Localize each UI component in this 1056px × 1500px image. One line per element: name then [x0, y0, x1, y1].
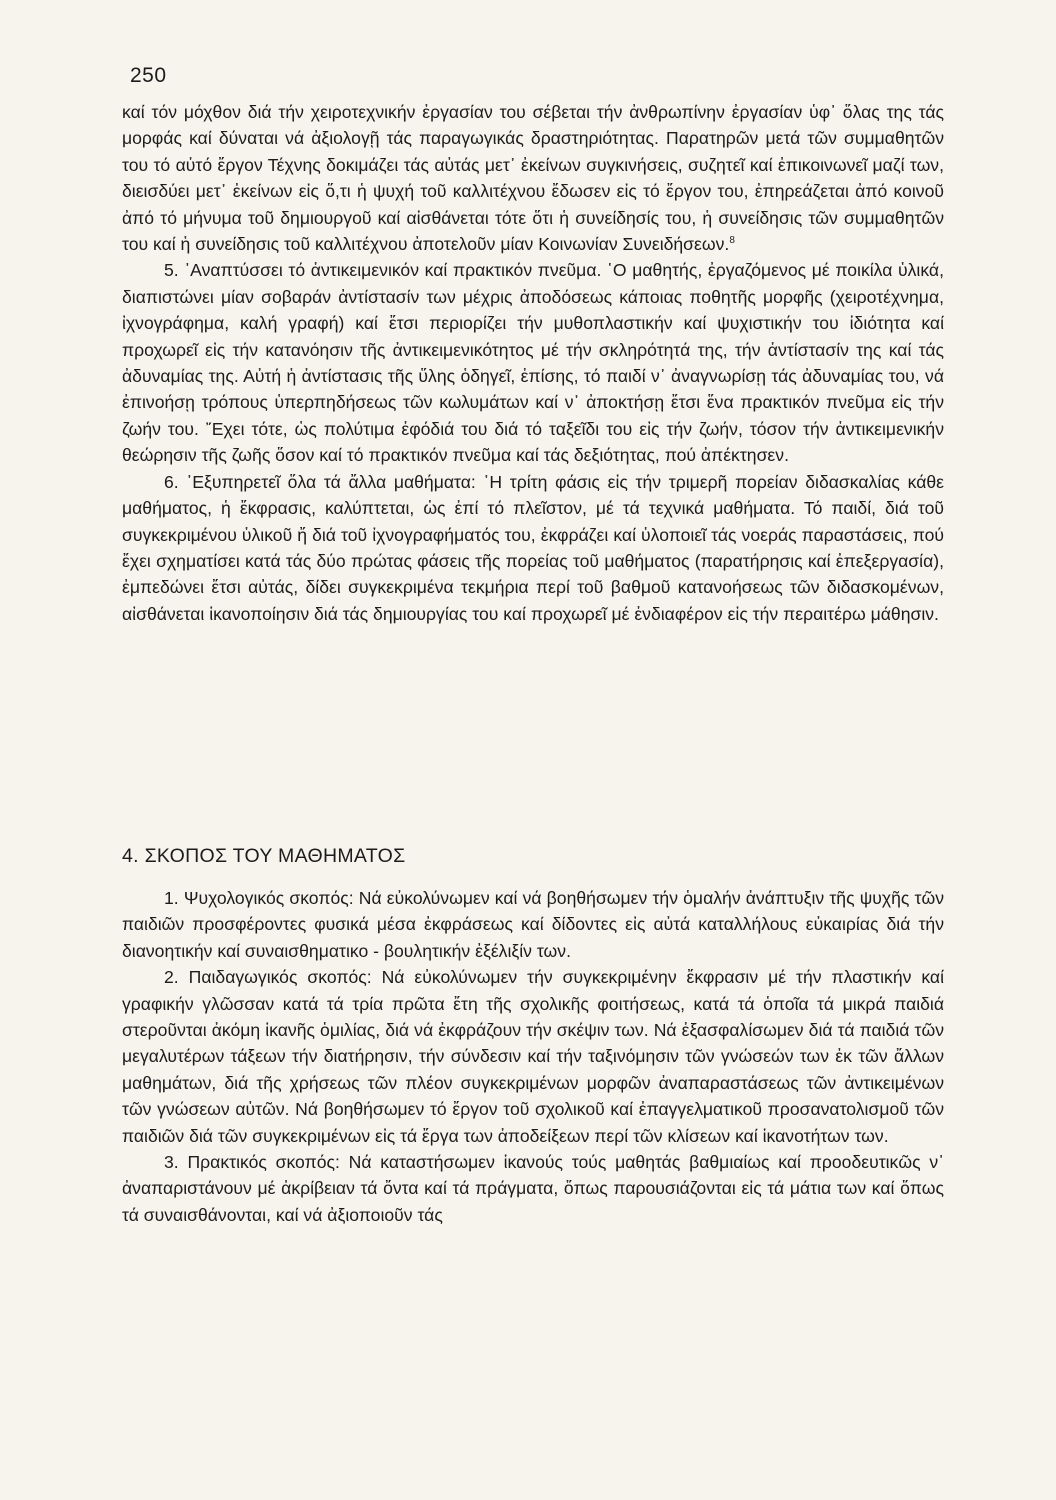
footnote-marker: 8: [729, 235, 735, 247]
body-text-bottom: [122, 885, 944, 1228]
paragraph-item-6: 6. ᾽Εξυπηρετεῖ ὅλα τά ἄλλα μαθήματα: ῾Η τρίτη φάσις εἰς τήν τριμερῆ πορείαν διδασκαλίας κάθε μαθήματος, ἡ ἔκφρασις, καλύπτεται, ὡς ἐπί τό πλεῖστον, μέ τά τεχνικά μαθήματα. Τό παιδί, διά τοῦ συγκεκριμένου ὑλικοῦ ἤ διά τοῦ ἰχνογραφήματός του, ἐκφράζει καί ὑλοποιεῖ τάς νοεράς παραστάσεις, πού ἔχει σχηματίσει κατά τάς δύο πρώτας φάσεις τῆς πορείας τοῦ μαθήματος (παρατήρησις καί ἐπεξεργασία), ἐμπεδώνει ἔτσι αὐτάς, δίδει συγκεκριμένα τεκμήρια περί τοῦ βαθμοῦ κατανοήσεως τῶν διδασκομένων, αἰσθάνεται ἱκανοποίησιν διά τάς δημιουργίας του καί προχωρεῖ μέ ἐνδιαφέρον εἰς τήν περαιτέρω μάθησιν.: [122, 471, 944, 624]
paragraph-purpose-3: 3. Πρακτικός σκοπός: Νά καταστήσωμεν ἱκανούς τούς μαθητάς βαθμιαίως καί προοδευτικῶς ν᾽ ἀναπαριστάνουν μέ ἀκρίβειαν τά ὄντα καί τά πράγματα, ὅπως παρουσιάζονται εἰς τά μάτια των καί ὅπως τά συναισθάνονται, καί νά ἀξιοποιοῦν τάς: [122, 1152, 944, 1225]
paragraph-purpose-1: 1. Ψυχολογικός σκοπός: Νά εὐκολύνωμεν καί νά βοηθήσωμεν τήν ὁμαλήν ἀνάπτυξιν τῆς ψυχῆς τῶν παιδιῶν προσφέροντες φυσικά μέσα ἐκφράσεως καί δίδοντες εἰς αὐτά καταλλήλους εὐκαιρίας διά τήν διανοητικήν καί συναισθηματικο - βουλητικήν ἐξέλιξίν των.: [122, 888, 944, 961]
section-heading: 4. ΣΚΟΠΟΣ ΤΟΥ ΜΑΘΗΜΑΤΟΣ: [122, 845, 406, 867]
paragraph-item-5: 5. ᾽Αναπτύσσει τό ἀντικειμενικόν καί πρακτικόν πνεῦμα. ῾Ο μαθητής, ἐργαζόμενος μέ ποικίλα ὑλικά, διαπιστώνει μίαν σοβαράν ἀντίστασίν των μέχρις ἀποδόσεως κάποιας ποθητῆς μορφῆς (χειροτέχνημα, ἰχνογράφημα, καλή γραφή) καί ἔτσι περιορίζει τήν μυθοπλαστικήν καί ψυχιστικήν του ἰδιότητα καί προχωρεῖ εἰς τήν κατανόησιν τῆς ἀντικειμενικότητος μέ τήν σκληρότητά της, τήν ἀντίστασίν της καί τάς ἀδυναμίας της. Αὐτή ἡ ἀντίστασις τῆς ὕλης ὁδηγεῖ, ἐπίσης, τό παιδί ν᾽ ἀναγνωρίσῃ τάς ἀδυναμίας του, νά ἐπινοήσῃ τρόπους ὑπερπηδήσεως τῶν κωλυμάτων καί ν᾽ ἀποκτήσῃ ἔτσι ἕνα πρακτικόν πνεῦμα εἰς τήν ζωήν του. ῎Εχει τότε, ὡς πολύτιμα ἐφόδιά του διά τό ταξεῖδι του εἰς τήν ζωήν, τόσον τήν ἀντικειμενικήν θεώρησιν τῆς ζωῆς ὅσον καί τό πρακτικόν πνεῦμα καί τάς δεξιότητας, πού ἀπέκτησεν.: [122, 260, 944, 466]
paragraph-text: καί τόν μόχθον διά τήν χειροτεχνικήν ἐργασίαν του σέβεται τήν ἀνθρωπίνην ἐργασίαν ὑφ᾽ ὅλας της τάς μορφάς καί δύναται νά ἀξιολογῇ τάς παραγωγικάς δραστηριότητας. Παρατηρῶν μετά τῶν συμμαθητῶν του τό αὐτό ἔργον Τέχνης δοκιμάζει τάς αὐτάς μετ᾽ ἐκείνων συγκινήσεις, συζητεῖ καί ἐπικοινωνεῖ μαζί των, διεισδύει μετ᾽ ἐκείνων εἰς ὅ,τι ἡ ψυχή τοῦ καλλιτέχνου ἔδωσεν εἰς τό ἔργον του, ἐπηρεάζεται ἀπό κοινοῦ ἀπό τό μήνυμα τοῦ δημιουργοῦ καί αἰσθάνεται τότε ὅτι ἡ συνείδησίς του, ἡ συνείδησις τῶν συμμαθητῶν του καί ἡ συνείδησις τοῦ καλλιτέχνου ἀποτελοῦν μίαν Κοινωνίαν Συνειδήσεων.: [122, 102, 944, 255]
page-number: 250: [130, 64, 167, 87]
paragraph-purpose-2: 2. Παιδαγωγικός σκοπός: Νά εὐκολύνωμεν τήν συγκεκριμένην ἔκφρασιν μέ τήν πλαστικήν καί γραφικήν γλῶσσαν κατά τά τρία πρῶτα ἔτη τῆς σχολικῆς φοιτήσεως, κατά τά ὁποῖα τά μικρά παιδιά στεροῦνται ἀκόμη ἱκανῆς ὁμιλίας, διά νά ἐκφράζουν τήν σκέψιν των. Νά ἐξασφαλίσωμεν διά τά παιδιά τῶν μεγαλυτέρων τάξεων τήν διατήρησιν, τήν σύνδεσιν καί τήν ταξινόμησιν τῶν γνώσεών των ἐκ τῶν ἄλλων μαθημάτων, διά τῆς χρήσεως τῶν πλέον συγκεκριμένων μορφῶν ἀναπαραστάσεως τῶν ἀντικειμένων τῶν γνώσεων αὐτῶν. Νά βοηθήσωμεν τό ἔργον τοῦ σχολικοῦ καί ἐπαγγελματικοῦ προσανατολισμοῦ τῶν παιδιῶν διά τῶν συγκεκριμένων εἰς τά ἔργα των ἀποδείξεων περί τῶν κλίσεων καί ἱκανοτήτων των.: [122, 967, 944, 1146]
body-text-top: [122, 99, 944, 627]
paragraph-continuation: [122, 99, 944, 257]
